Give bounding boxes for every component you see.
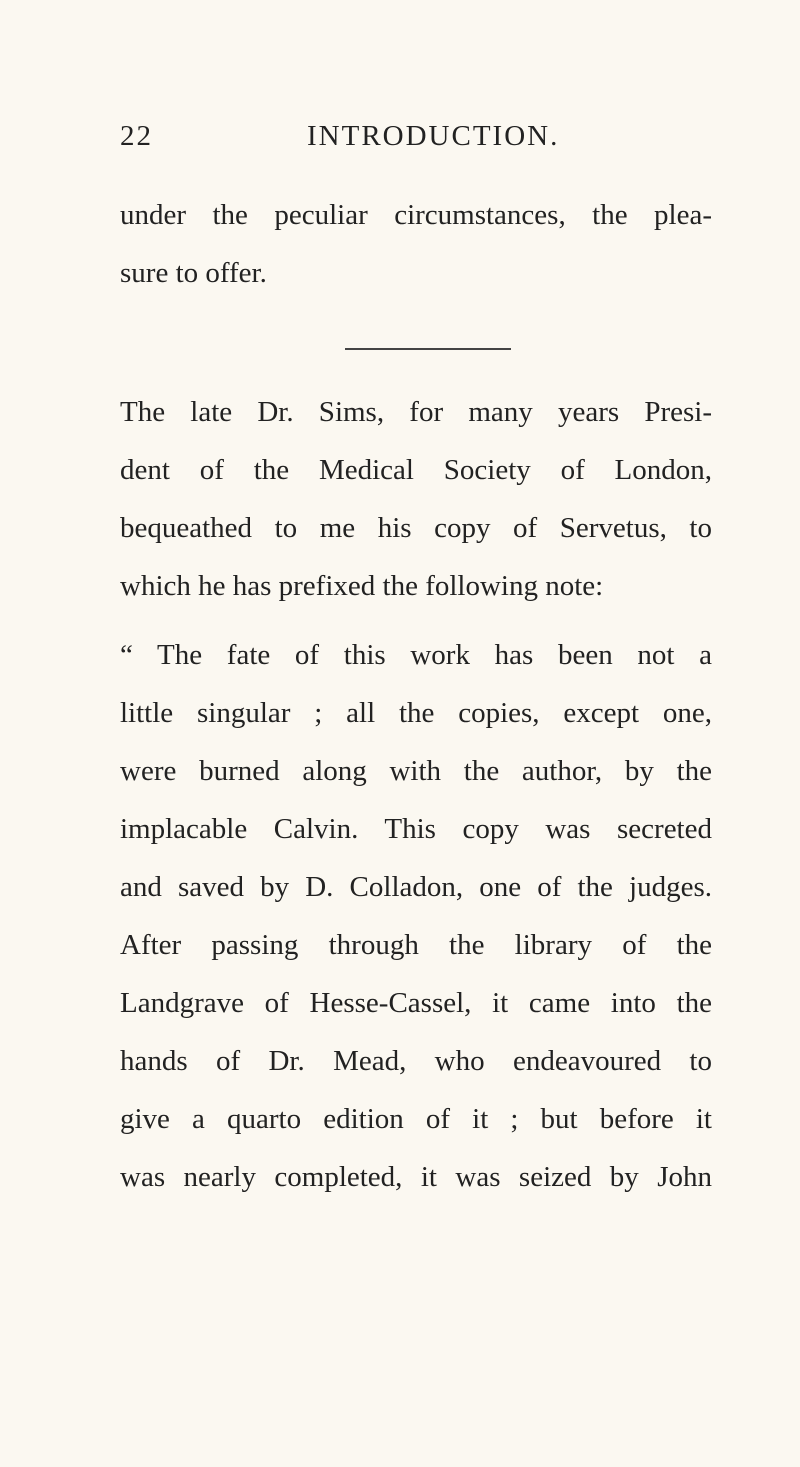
quoted-note [120,626,712,1206]
text-line: sure to offer. [120,257,267,289]
text-line: hands of Dr. Mead, who endeavoured to [120,1045,712,1077]
text-line: were burned along with the author, by the [120,755,712,787]
running-header [120,120,710,156]
text-line: under the peculiar circumstances, the plea- [120,199,712,231]
text-line: give a quarto edition of it ; but before it [120,1103,712,1135]
section-divider [345,348,511,350]
chapter-title: INTRODUCTION. [307,120,560,152]
text-line: little singular ; all the copies, except one, [120,697,712,729]
text-line: “ The fate of this work has been not a [120,639,712,671]
text-line: implacable Calvin. This copy was secreted [120,813,712,845]
text-line: bequeathed to me his copy of Servetus, to [120,512,712,544]
paragraph-continuation [120,186,712,302]
text-line: and saved by D. Colladon, one of the judges. [120,871,712,903]
text-line: After passing through the library of the [120,929,712,961]
paragraph-dr-sims [120,383,712,615]
text-line: dent of the Medical Society of London, [120,454,712,486]
text-line: The late Dr. Sims, for many years Presi- [120,396,712,428]
text-line: Landgrave of Hesse-Cassel, it came into the [120,987,712,1019]
page-number: 22 [120,120,153,152]
text-line: was nearly completed, it was seized by John [120,1161,712,1193]
text-line: which he has prefixed the following note: [120,570,604,602]
